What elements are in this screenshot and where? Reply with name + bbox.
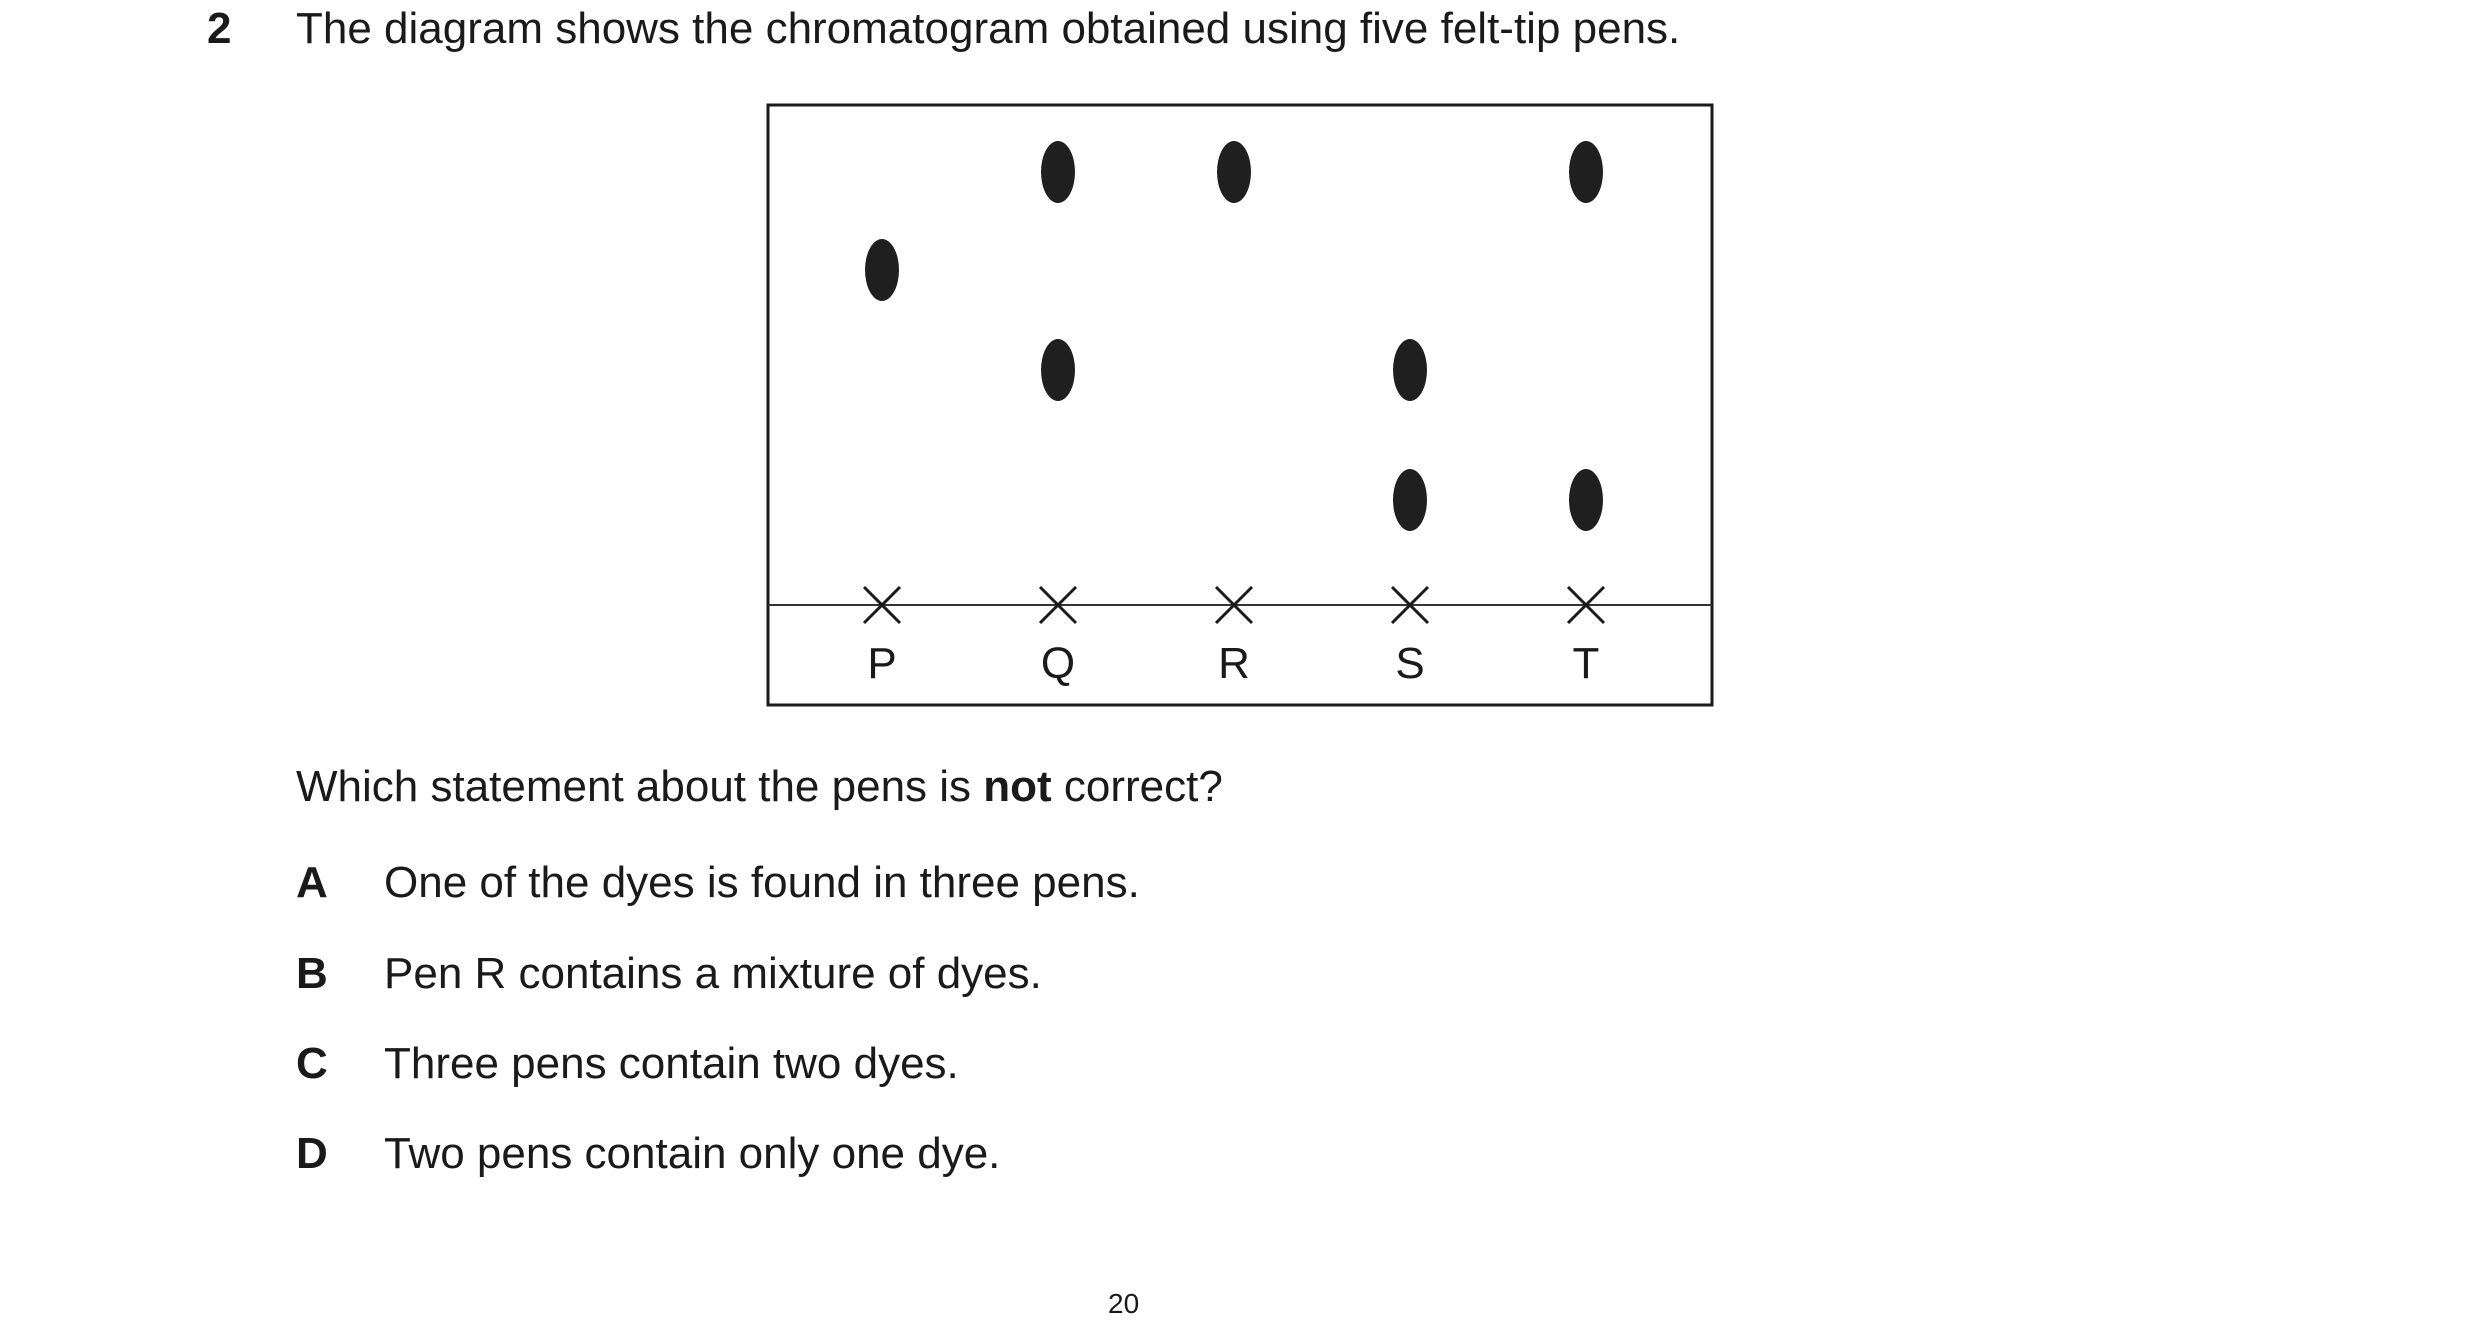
origin-cross (1568, 587, 1604, 623)
origin-cross (1040, 587, 1076, 623)
pen-label: P (867, 639, 897, 688)
question-number: 2 (207, 4, 232, 53)
dye-spot (1217, 141, 1251, 203)
dye-spot (1393, 469, 1427, 531)
chromatogram-paper (768, 105, 1712, 705)
pen-label: T (1572, 639, 1600, 688)
page-number: 20 (1108, 1288, 1140, 1319)
option-text: Two pens contain only one dye. (384, 1129, 1001, 1178)
option-letter: D (296, 1129, 328, 1178)
origin-cross (1392, 587, 1428, 623)
dye-spot (1041, 141, 1075, 203)
pen-column-q (1040, 141, 1076, 688)
question-stem: The diagram shows the chromatogram obtained using five felt-tip pens. (296, 4, 1681, 53)
dye-spot (1393, 339, 1427, 401)
dye-spot (1569, 141, 1603, 203)
pen-column-s (1392, 339, 1428, 688)
question-prompt (296, 762, 1223, 812)
pen-label: R (1218, 639, 1250, 688)
prompt-text-before: Which statement about the pens is (296, 762, 984, 811)
pen-label: Q (1040, 639, 1076, 688)
option-text: Three pens contain two dyes. (384, 1039, 959, 1088)
pen-column-t (1568, 141, 1604, 688)
option-text: Pen R contains a mixture of dyes. (384, 949, 1042, 998)
pen-column-p (864, 239, 900, 688)
pen-column-r (1216, 141, 1252, 688)
prompt-emphasis: not (983, 762, 1052, 811)
dye-spot (865, 239, 899, 301)
option-letter: A (296, 858, 328, 907)
origin-cross (864, 587, 900, 623)
pen-label: S (1395, 639, 1425, 688)
dye-spot (1041, 339, 1075, 401)
prompt-text-after: correct? (1051, 762, 1223, 811)
dye-spot (1569, 469, 1603, 531)
option-text: One of the dyes is found in three pens. (384, 858, 1140, 907)
origin-cross (1216, 587, 1252, 623)
option-letter: B (296, 949, 328, 998)
option-letter: C (296, 1039, 328, 1088)
